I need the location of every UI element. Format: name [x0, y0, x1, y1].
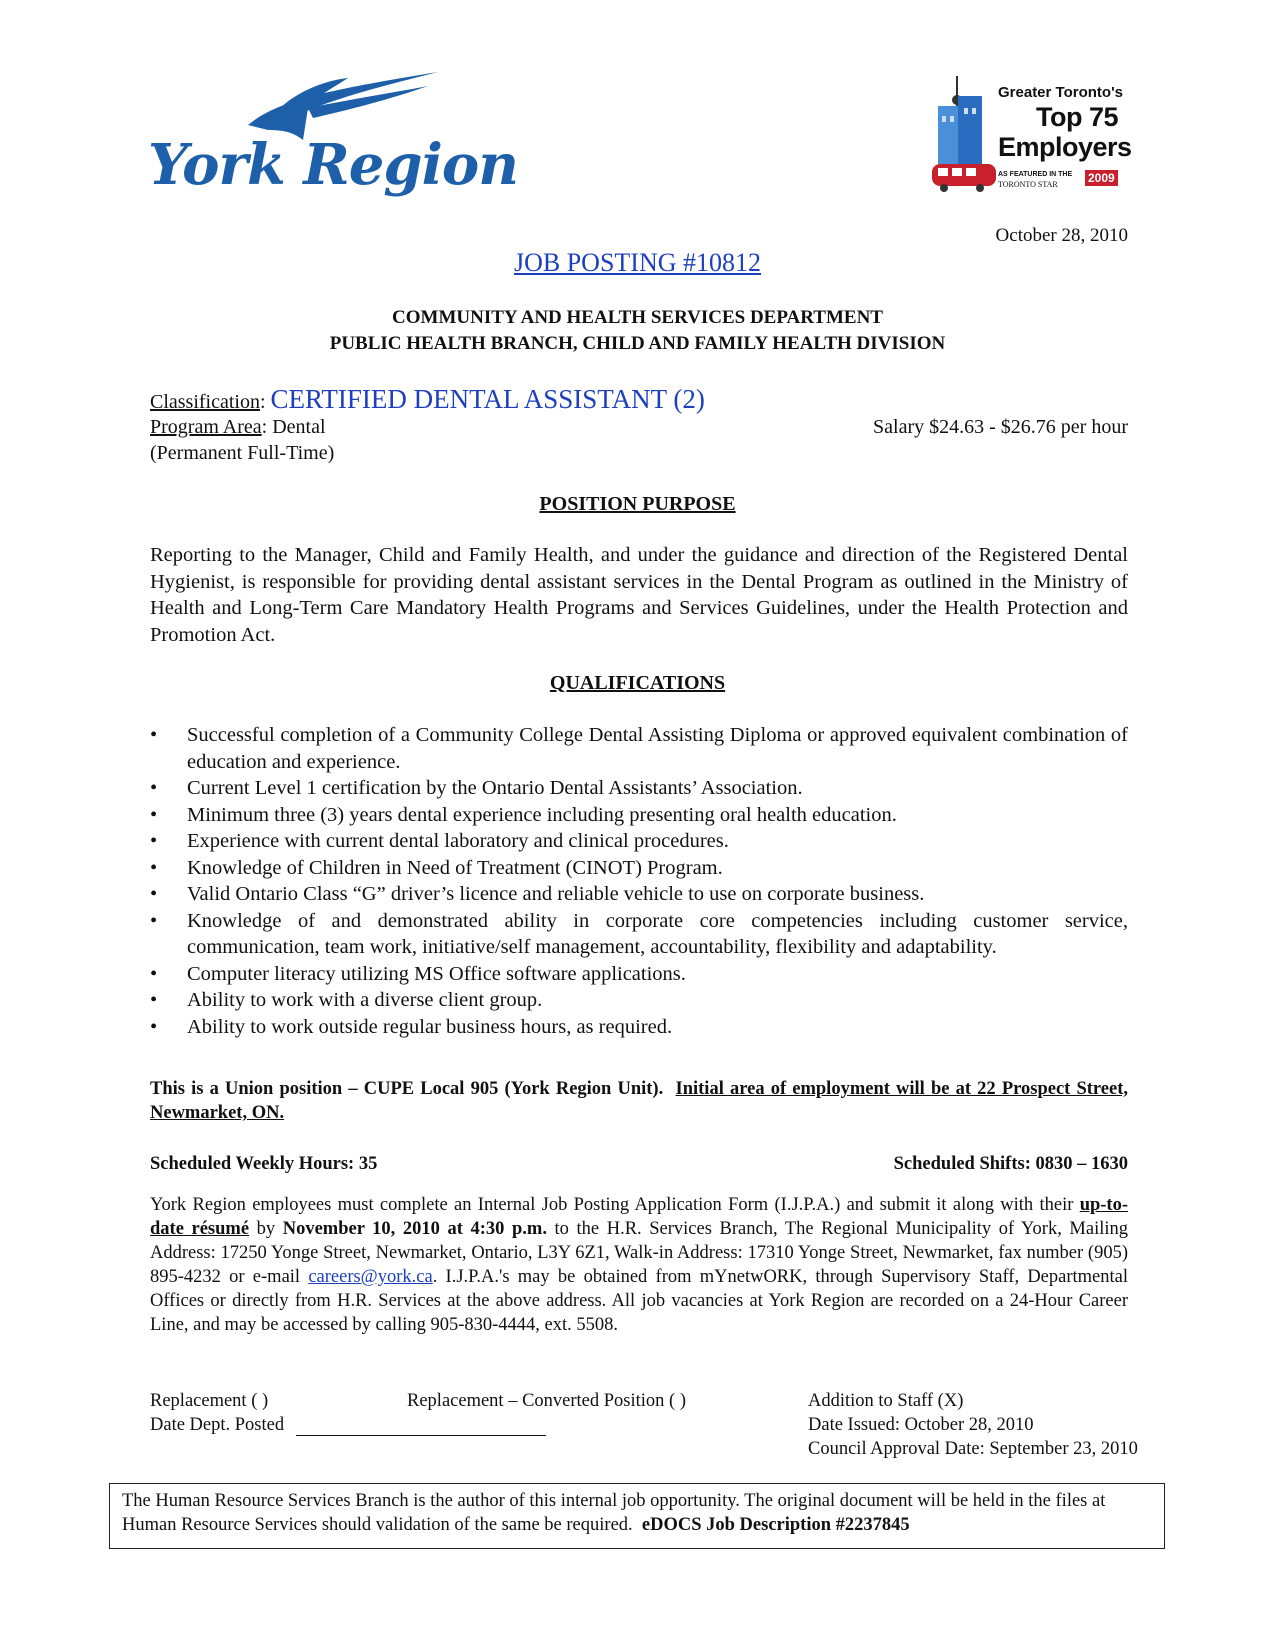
program-area-label: Program Area [150, 416, 262, 438]
edocs-reference: eDOCS Job Description #2237845 [641, 1515, 910, 1535]
list-item: • Successful completion of a Community College Dental Assisting Diploma or approved equivalent combination of education and experience. [150, 722, 1128, 775]
top-employers-badge [928, 76, 1132, 206]
council-approval-date: Council Approval Date: September 23, 2010 [808, 1439, 1138, 1459]
application-text-1: York Region employees must complete an Internal Job Posting Application Form (I.J.P.A.) and submit it along with their [150, 1195, 1074, 1215]
york-region-logo [148, 70, 518, 210]
classification: Classification: CERTIFIED DENTAL ASSISTANT (2) [150, 384, 705, 414]
list-item: • Knowledge of and demonstrated ability in corporate core competencies including customer service, communication, team work, initiative/self management, accountability, flexibility and adaptability. [150, 908, 1128, 961]
application-deadline: November 10, 2010 at 4:30 p.m. [282, 1219, 547, 1239]
weekly-hours: Scheduled Weekly Hours: 35 [150, 1154, 378, 1174]
badge-line2: Top 75 [1036, 102, 1119, 132]
badge-line3: Employers [998, 132, 1132, 162]
badge-line5: TORONTO STAR [998, 180, 1058, 189]
scheduled-shifts: Scheduled Shifts: 0830 – 1630 [893, 1154, 1128, 1174]
union-text: This is a Union position – CUPE Local 905 (York Region Unit). [150, 1079, 664, 1099]
list-item: • Knowledge of Children in Need of Treatment (CINOT) Program. [150, 855, 1128, 882]
job-posting-title: JOB POSTING #10812 [513, 248, 762, 277]
list-item: • Minimum three (3) years dental experience including presenting oral health education. [150, 802, 1128, 829]
position-purpose-heading: POSITION PURPOSE [539, 493, 736, 515]
program-area [150, 416, 326, 439]
qualifications-list [150, 722, 1128, 1040]
date-posted-blank [296, 1417, 546, 1436]
department: COMMUNITY AND HEALTH SERVICES DEPARTMENT [392, 307, 883, 328]
date-issued: Date Issued: October 28, 2010 [808, 1415, 1034, 1435]
logo-text: York Region [148, 132, 518, 198]
badge-line4: AS FEATURED IN THE [998, 171, 1073, 178]
badge-year: 2009 [1085, 170, 1118, 186]
footer-notice [109, 1483, 1165, 1549]
branch: PUBLIC HEALTH BRANCH, CHILD AND FAMILY HEALTH DIVISION [329, 333, 946, 354]
list-item: • Ability to work with a diverse client group. [150, 987, 1128, 1014]
employment-type: (Permanent Full-Time) [150, 442, 335, 464]
application-text-4: . I.J.P.A.'s may be obtained from mYnetwORK, through Supervisory Staff, Departmental Offices or directly from H.R. Services at the above address. All job vacancies at York Region are recorded on a 24-Hour Career Line, and may be accessed by calling 905-830-4444, ext. 5508. [150, 1267, 1128, 1335]
qualifications-heading: QUALIFICATIONS [549, 672, 726, 694]
salary: Salary $24.63 - $26.76 per hour [873, 416, 1128, 438]
list-item: • Ability to work outside regular business hours, as required. [150, 1014, 1128, 1041]
union-statement [150, 1077, 1128, 1125]
posting-date: October 28, 2010 [995, 225, 1128, 246]
classification-value: CERTIFIED DENTAL ASSISTANT (2) [270, 384, 705, 414]
date-dept-posted [150, 1415, 546, 1436]
replacement-option: Replacement ( ) [150, 1391, 269, 1411]
list-item: • Experience with current dental laboratory and clinical procedures. [150, 828, 1128, 855]
program-area-value: : Dental [261, 416, 326, 438]
email-link[interactable]: careers@york.ca [308, 1267, 433, 1287]
list-item: • Current Level 1 certification by the Ontario Dental Assistants’ Association. [150, 775, 1128, 802]
cn-tower-icon [928, 76, 998, 206]
employment-location: Initial area of employment will be at 22 Prospect Street, Newmarket, ON. [150, 1079, 1128, 1123]
classification-label: Classification [150, 391, 260, 413]
list-item: • Computer literacy utilizing MS Office software applications. [150, 961, 1128, 988]
list-item: • Valid Ontario Class “G” driver’s licence and reliable vehicle to use on corporate business. [150, 881, 1128, 908]
resume-emphasis: up-to-date résumé [150, 1195, 1128, 1239]
badge-line1: Greater Toronto's [998, 84, 1123, 101]
footer-text: The Human Resource Services Branch is the author of this internal job opportunity. The original document will be held in the files at Human Resource Services should validation of the same be required. [122, 1491, 1106, 1535]
position-purpose-text: Reporting to the Manager, Child and Family Health, and under the guidance and direction of the Registered Dental Hygienist, is responsible for providing dental assistant services in the Dental Program as outlined in the Ministry of Health and Long-Term Care Mandatory Health Programs and Services Guidelines, under the Health Protection and Promotion Act. [150, 544, 1128, 646]
converted-position-option: Replacement – Converted Position ( ) [407, 1391, 686, 1411]
date-dept-posted-label: Date Dept. Posted [150, 1415, 285, 1435]
addition-to-staff-option: Addition to Staff (X) [808, 1391, 964, 1411]
application-text-2: by [256, 1219, 276, 1239]
application-instructions [150, 1193, 1128, 1337]
application-text-3: to the H.R. Services Branch, The Regional Municipality of York, Mailing Address: 17250 Yonge Street, Newmarket, Ontario, L3Y 6Z1, Walk-in Address: 17310 Yonge Street, Newmarket, fax number (905) 895-4232 or e-mail [150, 1219, 1129, 1287]
